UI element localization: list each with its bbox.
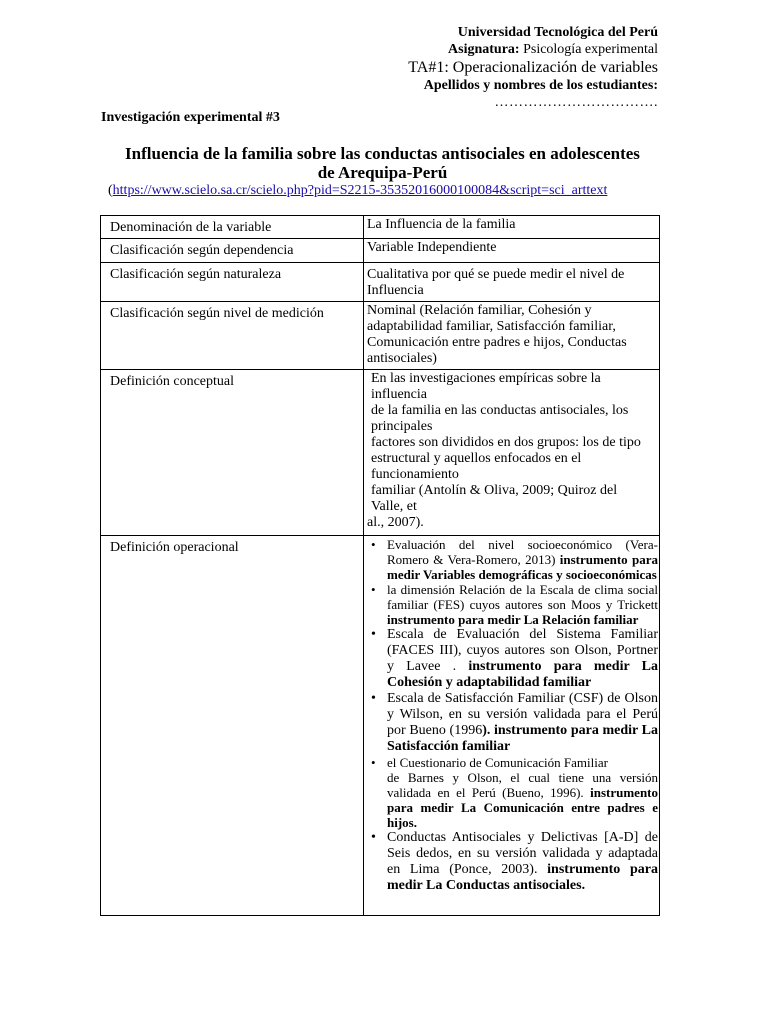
item-bold: instrumento para medir La Comunicación entre padres e hijos.: [387, 785, 658, 830]
bullet-icon: •: [371, 582, 376, 597]
line: Valle, et: [371, 499, 417, 514]
row-label: Definición operacional: [101, 536, 364, 916]
item-bold: instrumento para medir Variables demográficas y socioeconómicas: [387, 552, 659, 582]
row-value: Nominal (Relación familiar, Cohesión y adaptabilidad familiar, Satisfacción familiar, Comunicación entre padres e hijos, Conductas antisociales): [364, 302, 660, 370]
investigation-label: Investigación experimental #3: [101, 110, 280, 125]
document-title: [100, 144, 665, 182]
item-text: la dimensión Relación de la Escala de clima social familiar (FES) cuyos autores son Moos y Trickett: [387, 582, 658, 612]
row-value: Variable Independiente: [364, 239, 660, 263]
item-bold: instrumento para medir La Cohesión y adaptabilidad familiar: [387, 659, 658, 690]
line: estructural y aquellos enfocados en el: [371, 451, 582, 466]
title-line-2: de Arequipa-Perú: [317, 163, 448, 182]
row-value: Cualitativa por qué se puede medir el nivel de Influencia: [364, 263, 660, 302]
line: familiar (Antolín & Oliva, 2009; Quiroz del: [371, 483, 618, 498]
list-item: [367, 755, 658, 770]
assignment-title: TA#1: Operacionalización de variables: [408, 59, 658, 76]
item-text: Conductas Antisociales y Delictivas [A-D] de Seis dedos, en su versión validada y adaptada en Lima (Ponce, 2003).: [387, 830, 658, 877]
list-item: [367, 691, 658, 755]
students-label: Apellidos y nombres de los estudiantes:: [423, 78, 658, 93]
row-label: Clasificación según nivel de medición: [101, 302, 364, 370]
item-text: Evaluación del nivel socioeconómico (Vera-Romero & Vera-Romero, 2013): [387, 537, 658, 567]
line: factores son divididos en dos grupos: los de tipo: [371, 435, 641, 450]
table-row: [101, 302, 660, 370]
bullet-icon: •: [371, 755, 376, 770]
table-row: [101, 239, 660, 263]
row-label: Clasificación según naturaleza: [101, 263, 364, 302]
item-text: Escala de Satisfacción Familiar (CSF) de Olson y Wilson, en su versión validada para el Perú por Bueno (1996: [387, 691, 658, 738]
subject-line: [408, 41, 658, 58]
item-bold: instrumento para medir La Relación familiar: [387, 612, 639, 627]
table-row: [101, 263, 660, 302]
list-item: [367, 830, 658, 894]
list-item: [367, 582, 658, 627]
source-link[interactable]: https://www.scielo.sa.cr/scielo.php?pid=S2215-35352016000100084&script=sci_arttext: [112, 183, 608, 198]
item-bold: instrumento para medir La Conductas antisociales.: [387, 862, 658, 893]
table-row: [101, 370, 660, 536]
operational-definition: [364, 536, 660, 916]
item-bold: ). instrumento para medir La Satisfacción familiar: [387, 723, 658, 754]
list-item: [367, 537, 658, 582]
document-header: [408, 24, 658, 111]
bullet-icon: •: [371, 830, 376, 845]
line: de la familia en las conductas antisociales, los: [371, 403, 629, 418]
list-item-continuation: [367, 770, 658, 830]
list-item: [367, 627, 658, 691]
bullet-icon: •: [371, 627, 376, 642]
variables-table: [100, 215, 660, 916]
line: En las investigaciones empíricas sobre la: [371, 371, 601, 386]
line: funcionamiento: [371, 467, 459, 482]
title-line-1: Influencia de la familia sobre las conductas antisociales en adolescentes: [125, 144, 640, 163]
line: principales: [371, 419, 433, 434]
operational-list: [367, 830, 658, 894]
row-value: La Influencia de la familia: [364, 216, 660, 239]
university-name: Universidad Tecnológica del Perú: [457, 25, 658, 40]
row-label: Denominación de la variable: [101, 216, 364, 239]
line: al., 2007).: [367, 515, 424, 530]
students-value: …………………………….: [494, 95, 658, 110]
source-link-line: [108, 183, 607, 199]
row-label: Definición conceptual: [101, 370, 364, 536]
row-label: Clasificación según dependencia: [101, 239, 364, 263]
table-row: [101, 536, 660, 916]
item-text: el Cuestionario de Comunicación Familiar: [387, 755, 608, 770]
bullet-icon: •: [371, 537, 376, 552]
operational-list: [367, 537, 658, 770]
subject-label: Asignatura:: [448, 42, 520, 57]
conceptual-definition: [364, 370, 660, 536]
table-row: [101, 216, 660, 239]
item-text: de Barnes y Olson, el cual tiene una versión validada en el Perú (Bueno, 1996).: [387, 770, 658, 800]
open-paren: (: [108, 183, 113, 198]
item-text: Escala de Evaluación del Sistema Familiar (FACES III), cuyos autores son Olson, Portner y Lavee .: [387, 627, 658, 674]
subject-value: Psicología experimental: [523, 42, 658, 57]
line: influencia: [371, 387, 427, 402]
bullet-icon: •: [371, 691, 376, 706]
